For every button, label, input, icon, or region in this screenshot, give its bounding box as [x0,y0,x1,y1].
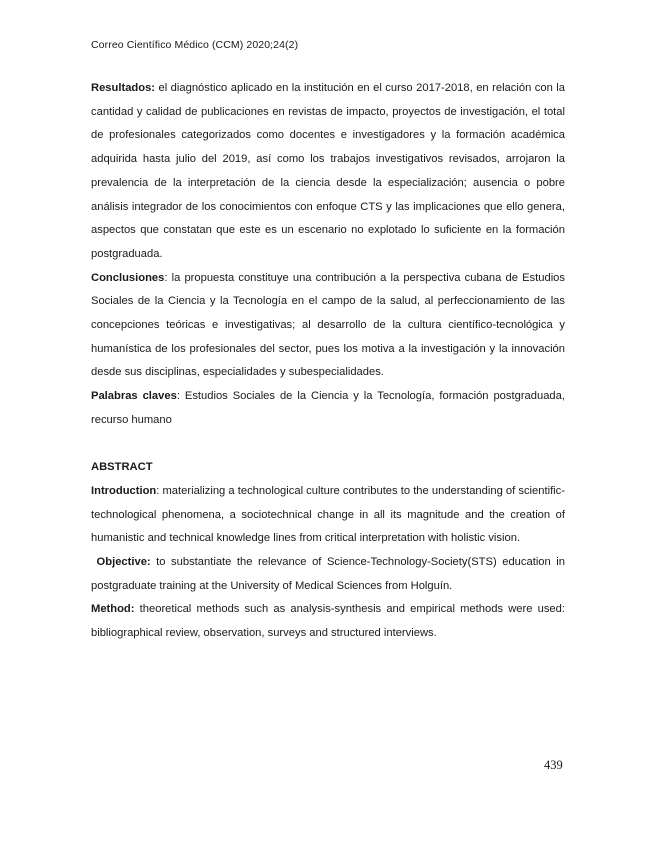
resultados-text: el diagnóstico aplicado en la institución en el curso 2017-2018, en relación con la cantidad y calidad de publicaciones en revistas de impacto, proyectos de investigación, el total de profesionales categorizados como docentes e investigadores y la formación académica adquirida hasta julio del 2019, así como los trabajos investigativos revisados, arrojaron la prevalencia de la interpretación de la ciencia desde la especialización; ausencia o pobre análisis integrador de los conocimientos con enfoque CTS y las implicaciones que ello genera, aspectos que constatan que este es un escenario no explotado lo suficiente en la formación postgraduada. [91,82,565,260]
method-paragraph [91,598,565,645]
conclusiones-text: : la propuesta constituye una contribución a la perspectiva cubana de Estudios Sociales de la Ciencia y la Tecnología en el campo de la salud, al perfeccionamiento de las concepciones teóricas e investigativas; al desarrollo de la cultura científico-tecnológica y humanística de los profesionales del sector, pues los motiva a la investigación y la innovación desde sus disciplinas, especialidades y subespecialidades. [91,271,565,379]
objective-label: Objective: [96,556,151,569]
objective-text: to substantiate the relevance of Science-Technology-Society(STS) education in postgraduate training at the University of Medical Sciences from Holguín. [91,556,566,592]
section-spacer [91,433,565,457]
journal-header: Correo Científico Médico (CCM) 2020;24(2) [91,39,299,51]
document-body [91,77,565,646]
introduction-paragraph [91,480,565,551]
conclusiones-label: Conclusiones [91,271,165,284]
resultados-paragraph [91,77,565,267]
palabras-claves-label: Palabras claves [91,390,177,403]
resultados-label: Resultados: [91,82,156,94]
introduction-label: Introduction [91,484,157,497]
palabras-claves-text: : Estudios Sociales de la Ciencia y la Tecnología, formación postgraduada, recurso humano [91,390,565,426]
abstract-heading: ABSTRACT [91,461,153,474]
conclusiones-paragraph [91,267,565,386]
introduction-text: : materializing a technological culture contributes to the understanding of scientific-technological phenomena, a sociotechnical change in all its magnitude and the creation of humanistic and technical knowledge lines from critical interpretation with holistic vision. [91,484,565,545]
method-text: theoretical methods such as analysis-synthesis and empirical methods were used: bibliographical review, observation, surveys and structured interviews. [91,603,565,640]
objective-paragraph [91,551,565,598]
method-label: Method: [91,603,135,616]
page-number: 439 [544,758,563,772]
palabras-claves-paragraph [91,385,565,432]
